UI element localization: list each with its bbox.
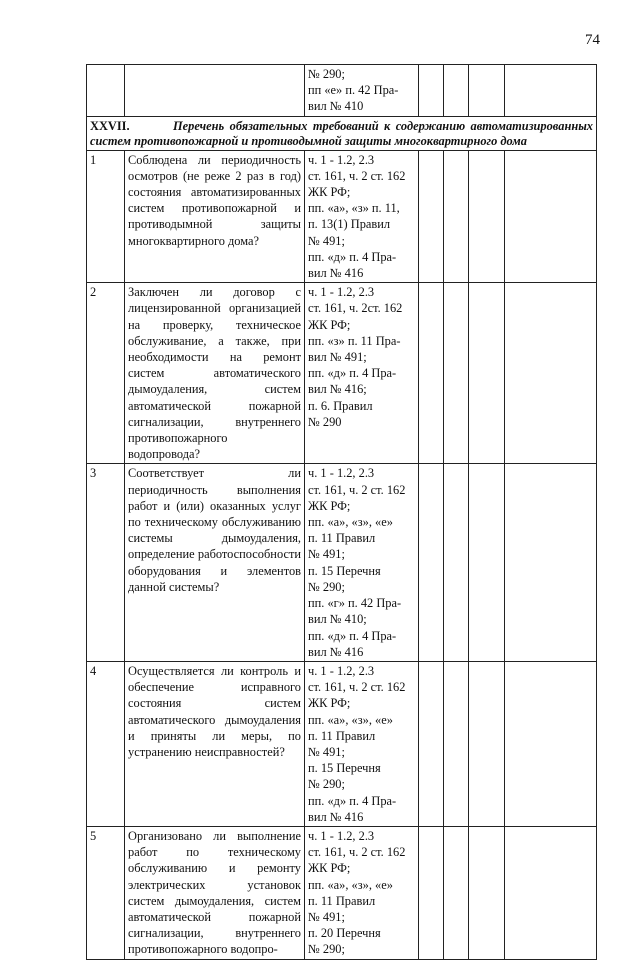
legal-references xyxy=(305,826,419,959)
legal-reference-line: ст. 161, ч. 2 ст. 162 xyxy=(308,845,406,860)
table-row xyxy=(87,150,597,283)
row-number: 4 xyxy=(87,661,125,826)
requirement-question: Заключен ли договор с лицензированной организацией на проверку, техническое обслуживание, а также, при необходимости на ремонт систем автоматического дымоудаления, систем автоматической пожарной сигнализации, внутреннего противопожарного водопровода? xyxy=(125,283,305,464)
legal-reference-line: пп. «з» п. 11 Пра- xyxy=(308,333,401,348)
legal-reference-line: п. 11 Правил xyxy=(308,893,376,908)
empty-cell xyxy=(469,661,505,826)
row-number: 3 xyxy=(87,464,125,661)
empty-cell xyxy=(505,150,597,283)
legal-reference-line: п. 13(1) Правил xyxy=(308,217,391,232)
legal-reference-line: вил № 491; xyxy=(308,350,367,365)
table-row xyxy=(87,826,597,959)
legal-reference-line: п. 15 Перечня xyxy=(308,761,381,776)
legal-reference-line: № 491; xyxy=(308,744,345,759)
legal-reference-line: пп. «д» п. 4 Пра- xyxy=(308,249,397,264)
legal-reference-line: вил № 416; xyxy=(308,382,367,397)
legal-reference-line: ст. 161, ч. 2ст. 162 xyxy=(308,301,403,316)
empty-cell xyxy=(505,464,597,661)
empty-cell xyxy=(469,283,505,464)
legal-reference-line: ч. 1 - 1.2, 2.3 xyxy=(308,663,375,678)
legal-reference-line: ст. 161, ч. 2 ст. 162 xyxy=(308,168,406,183)
requirement-question: Соблюдена ли периодичность осмотров (не реже 2 раз в год) состояния автоматизированных систем противопожарной и противодымной защиты многоквартирного дома? xyxy=(125,150,305,283)
requirement-question: Соответствует ли периодичность выполнения работ и (или) оказанных услуг по техническому обслуживанию системы дымоудаления, определение работоспособности оборудования и элементов данной системы? xyxy=(125,464,305,661)
empty-cell xyxy=(444,150,469,283)
legal-references xyxy=(305,464,419,661)
legal-reference-line: пп. «а», «з», «е» xyxy=(308,712,393,727)
empty-cell xyxy=(505,826,597,959)
requirements-table xyxy=(86,64,597,960)
empty-cell xyxy=(505,661,597,826)
empty-cell xyxy=(419,826,444,959)
table-row xyxy=(87,464,597,661)
legal-references xyxy=(305,661,419,826)
empty-cell xyxy=(469,464,505,661)
legal-reference-line: № 290; xyxy=(308,942,345,957)
empty-cell xyxy=(419,661,444,826)
row-number: 5 xyxy=(87,826,125,959)
section-heading xyxy=(87,116,597,150)
legal-reference-line: п. 11 Правил xyxy=(308,531,376,546)
empty-cell xyxy=(444,283,469,464)
legal-reference-line: п. 6. Правил xyxy=(308,398,373,413)
legal-reference-line: ч. 1 - 1.2, 2.3 xyxy=(308,828,375,843)
legal-reference-line: ст. 161, ч. 2 ст. 162 xyxy=(308,482,406,497)
legal-reference-line: ЖК РФ; xyxy=(308,498,351,513)
legal-reference-line: пп. «а», «з» п. 11, xyxy=(308,201,400,216)
empty-cell xyxy=(444,464,469,661)
continuation-legal-refs: № 290; пп «е» п. 42 Пра- вил № 410 xyxy=(305,65,419,117)
legal-reference-line: № 290; xyxy=(308,777,345,792)
legal-reference-line: пп. «а», «з», «е» xyxy=(308,515,393,530)
legal-reference-line: п. 11 Правил xyxy=(308,728,376,743)
legal-reference-line: ЖК РФ; xyxy=(308,185,351,200)
empty-cell xyxy=(444,826,469,959)
legal-reference-line: ЖК РФ; xyxy=(308,861,351,876)
page-number: 74 xyxy=(585,32,600,48)
legal-reference-line: пп. «д» п. 4 Пра- xyxy=(308,793,397,808)
legal-references xyxy=(305,283,419,464)
section-title: Перечень обязательных требований к содержанию автоматизированных систем противопожарной и противодымной защиты многоквартирного дома xyxy=(90,118,594,148)
legal-reference-line: ЖК РФ; xyxy=(308,696,351,711)
legal-reference-line: ст. 161, ч. 2 ст. 162 xyxy=(308,680,406,695)
table-row xyxy=(87,661,597,826)
legal-reference-line: № 491; xyxy=(308,547,345,562)
legal-reference-line: пп. «а», «з», «е» xyxy=(308,877,393,892)
continuation-row xyxy=(87,65,597,117)
empty-cell xyxy=(469,826,505,959)
row-number: 1 xyxy=(87,150,125,283)
requirement-question: Осуществляется ли контроль и обеспечение исправного состояния систем автоматического дымоудаления и приняты ли меры, по устранению неисправностей? xyxy=(125,661,305,826)
table-row xyxy=(87,283,597,464)
legal-reference-line: пп. «д» п. 4 Пра- xyxy=(308,366,397,381)
legal-reference-line: вил № 416 xyxy=(308,809,364,824)
legal-reference-line: пп. «д» п. 4 Пра- xyxy=(308,628,397,643)
empty-cell xyxy=(419,464,444,661)
empty-cell xyxy=(505,283,597,464)
legal-reference-line: вил № 410; xyxy=(308,612,367,627)
empty-cell xyxy=(444,661,469,826)
section-header-row xyxy=(87,116,597,150)
section-number: XXVII. xyxy=(90,118,130,133)
legal-reference-line: ч. 1 - 1.2, 2.3 xyxy=(308,285,375,300)
legal-reference-line: пп. «г» п. 42 Пра- xyxy=(308,596,402,611)
legal-reference-line: вил № 416 xyxy=(308,266,364,281)
legal-reference-line: № 290 xyxy=(308,414,342,429)
legal-reference-line: ч. 1 - 1.2, 2.3 xyxy=(308,152,375,167)
requirement-question: Организовано ли выполнение работ по техническому обслуживанию и ремонту электрических установок систем дымоудаления, систем автоматической пожарной сигнализации, внутреннего противопожарного водопро- xyxy=(125,826,305,959)
legal-reference-line: п. 20 Перечня xyxy=(308,926,381,941)
legal-reference-line: ч. 1 - 1.2, 2.3 xyxy=(308,466,375,481)
empty-cell xyxy=(419,283,444,464)
legal-references xyxy=(305,150,419,283)
empty-cell xyxy=(469,150,505,283)
legal-reference-line: № 491; xyxy=(308,233,345,248)
legal-reference-line: вил № 416 xyxy=(308,644,364,659)
row-number: 2 xyxy=(87,283,125,464)
legal-reference-line: № 491; xyxy=(308,909,345,924)
legal-reference-line: № 290; xyxy=(308,579,345,594)
legal-reference-line: ЖК РФ; xyxy=(308,317,351,332)
empty-cell xyxy=(419,150,444,283)
legal-reference-line: п. 15 Перечня xyxy=(308,563,381,578)
